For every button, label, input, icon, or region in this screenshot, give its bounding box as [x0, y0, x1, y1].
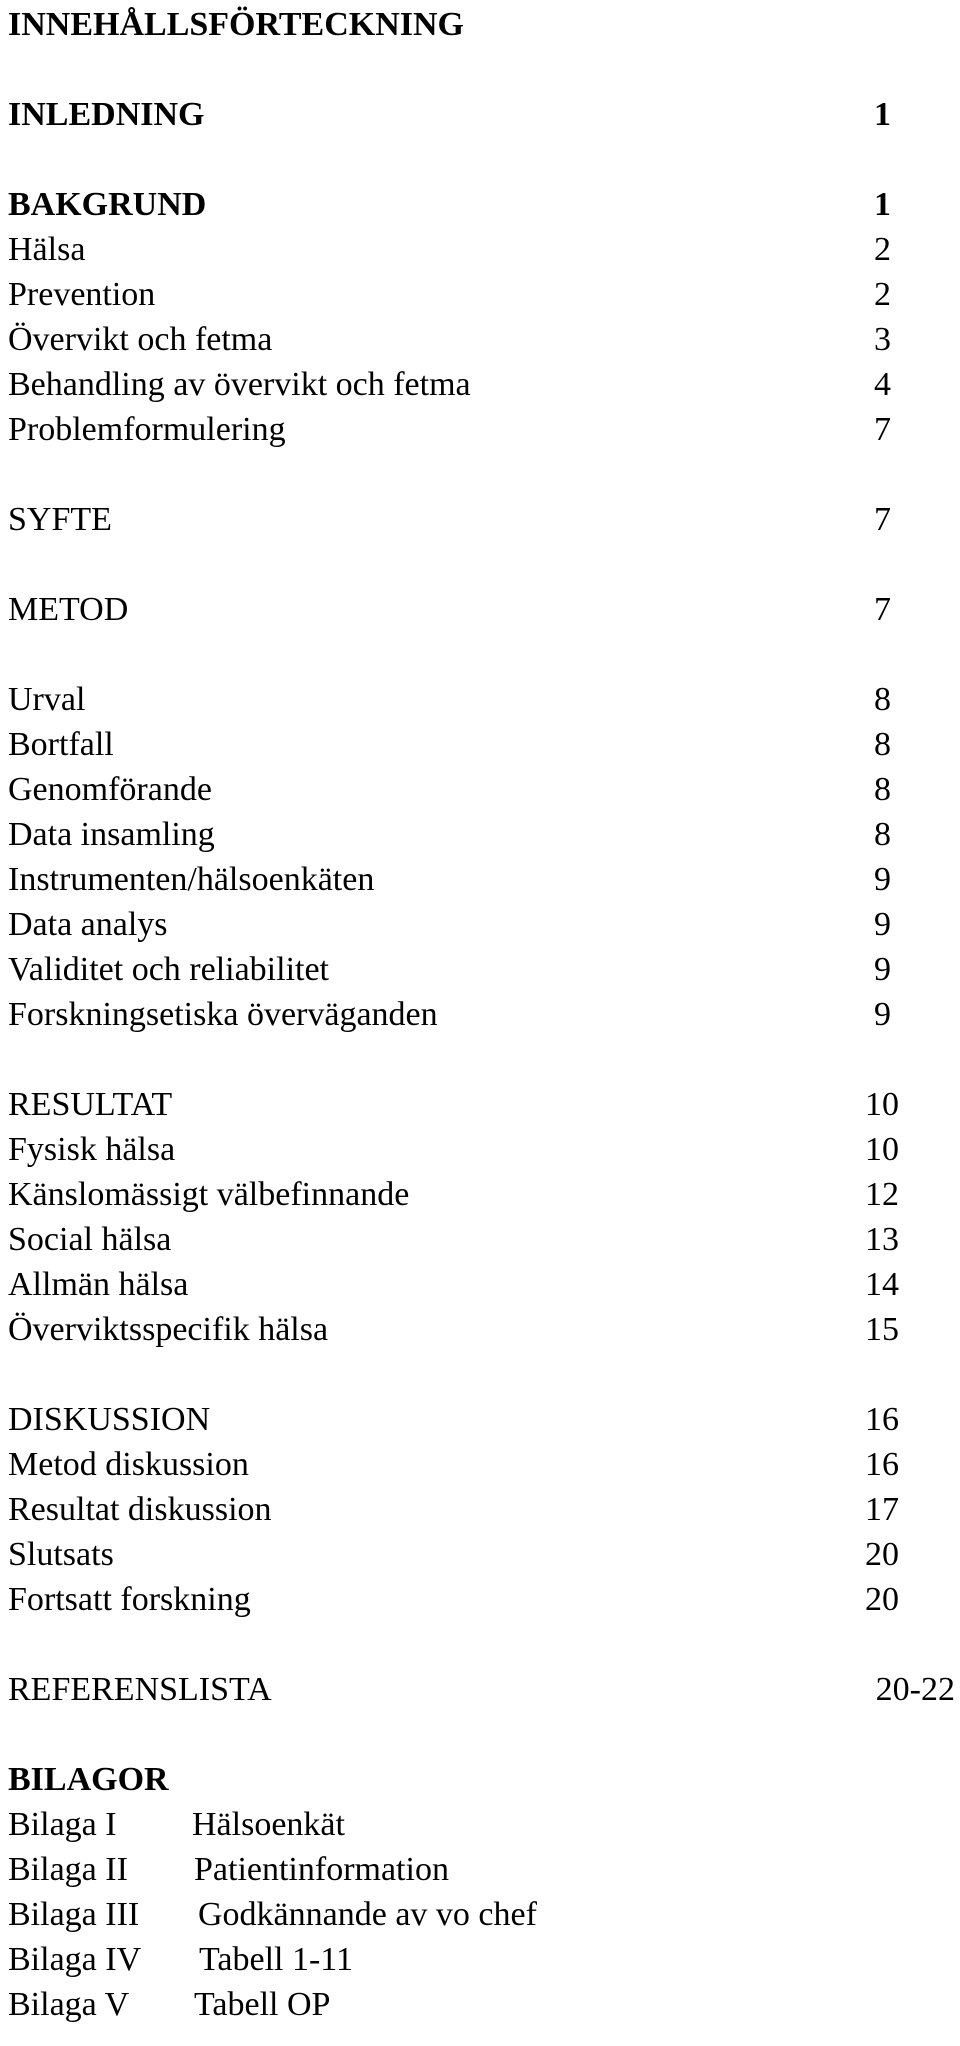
toc-page-validitet: 9	[874, 951, 891, 988]
appendix-description: Hälsoenkät	[192, 1806, 345, 1843]
toc-page-prevention: 2	[874, 276, 891, 313]
toc-entry-prevention: Prevention	[8, 276, 156, 313]
toc-page-forskningsetiska: 9	[874, 996, 891, 1033]
toc-page-slutsats: 20	[865, 1536, 899, 1573]
appendix-label: Bilaga I	[8, 1806, 117, 1843]
toc-page-metod-diskussion: 16	[865, 1446, 899, 1483]
toc-entry-validitet: Validitet och reliabilitet	[8, 951, 330, 988]
toc-entry-social-halsa: Social hälsa	[8, 1221, 172, 1258]
appendix-label: Bilaga V	[8, 1986, 130, 2023]
toc-entry-overviktsspecifik: Överviktsspecifik hälsa	[8, 1311, 329, 1348]
toc-entry-genomforande: Genomförande	[8, 771, 212, 808]
appendix-heading: BILAGOR	[8, 1761, 169, 1798]
toc-entry-slutsats: Slutsats	[8, 1536, 114, 1573]
appendix-label: Bilaga III	[8, 1896, 140, 1933]
toc-page-halsa: 2	[874, 231, 891, 268]
toc-entry-behandling: Behandling av övervikt och fetma	[8, 366, 471, 403]
toc-page-resultat-diskussion: 17	[865, 1491, 899, 1528]
toc-page-allman-halsa: 14	[865, 1266, 899, 1303]
toc-entry-instrumenten: Instrumenten/hälsoenkäten	[8, 861, 375, 898]
toc-page-social-halsa: 13	[865, 1221, 899, 1258]
toc-page-data-insamling: 8	[874, 816, 891, 853]
toc-entry-overvikt: Övervikt och fetma	[8, 321, 273, 358]
appendix-description: Tabell OP	[194, 1986, 331, 2023]
toc-page-genomforande: 8	[874, 771, 891, 808]
toc-page-syfte: 7	[874, 501, 891, 538]
toc-page-resultat: 10	[865, 1086, 899, 1123]
toc-entry-inledning: INLEDNING	[8, 96, 205, 133]
appendix-description: Godkännande av vo chef	[198, 1896, 537, 1933]
toc-entry-data-insamling: Data insamling	[8, 816, 215, 853]
appendix-label: Bilaga II	[8, 1851, 128, 1888]
toc-entry-data-analys: Data analys	[8, 906, 168, 943]
toc-page-metod: 7	[874, 591, 891, 628]
toc-page-kanslomassigt: 12	[865, 1176, 899, 1213]
toc-entry-bortfall: Bortfall	[8, 726, 114, 763]
toc-entry-allman-halsa: Allmän hälsa	[8, 1266, 189, 1303]
toc-entry-resultat-diskussion: Resultat diskussion	[8, 1491, 272, 1528]
toc-entry-bakgrund: BAKGRUND	[8, 186, 207, 223]
toc-page-urval: 8	[874, 681, 891, 718]
toc-page-inledning: 1	[874, 96, 891, 133]
toc-entry-resultat: RESULTAT	[8, 1086, 173, 1123]
toc-entry-metod-diskussion: Metod diskussion	[8, 1446, 249, 1483]
toc-page-referenslista: 20-22	[875, 1671, 955, 1708]
toc-page-overvikt: 3	[874, 321, 891, 358]
toc-page-behandling: 4	[874, 366, 891, 403]
toc-page-bakgrund: 1	[874, 186, 891, 223]
appendix-description: Patientinformation	[194, 1851, 449, 1888]
toc-entry-kanslomassigt: Känslomässigt välbefinnande	[8, 1176, 410, 1213]
toc-page-problemformulering: 7	[874, 411, 891, 448]
toc-entry-fysisk-halsa: Fysisk hälsa	[8, 1131, 176, 1168]
toc-page-fysisk-halsa: 10	[865, 1131, 899, 1168]
toc-page-overviktsspecifik: 15	[865, 1311, 899, 1348]
toc-entry-urval: Urval	[8, 681, 86, 718]
toc-entry-problemformulering: Problemformulering	[8, 411, 286, 448]
toc-title: INNEHÅLLSFÖRTECKNING	[8, 6, 464, 43]
toc-entry-fortsatt-forskning: Fortsatt forskning	[8, 1581, 251, 1618]
toc-entry-referenslista: REFERENSLISTA	[8, 1671, 272, 1708]
toc-page-diskussion: 16	[865, 1401, 899, 1438]
toc-page-fortsatt-forskning: 20	[865, 1581, 899, 1618]
toc-page-bortfall: 8	[874, 726, 891, 763]
toc-entry-forskningsetiska: Forskningsetiska överväganden	[8, 996, 438, 1033]
toc-entry-syfte: SYFTE	[8, 501, 112, 538]
toc-entry-metod: METOD	[8, 591, 129, 628]
toc-entry-halsa: Hälsa	[8, 231, 86, 268]
appendix-label: Bilaga IV	[8, 1941, 142, 1978]
toc-page-instrumenten: 9	[874, 861, 891, 898]
toc-page-data-analys: 9	[874, 906, 891, 943]
appendix-description: Tabell 1-11	[199, 1941, 354, 1978]
toc-entry-diskussion: DISKUSSION	[8, 1401, 211, 1438]
